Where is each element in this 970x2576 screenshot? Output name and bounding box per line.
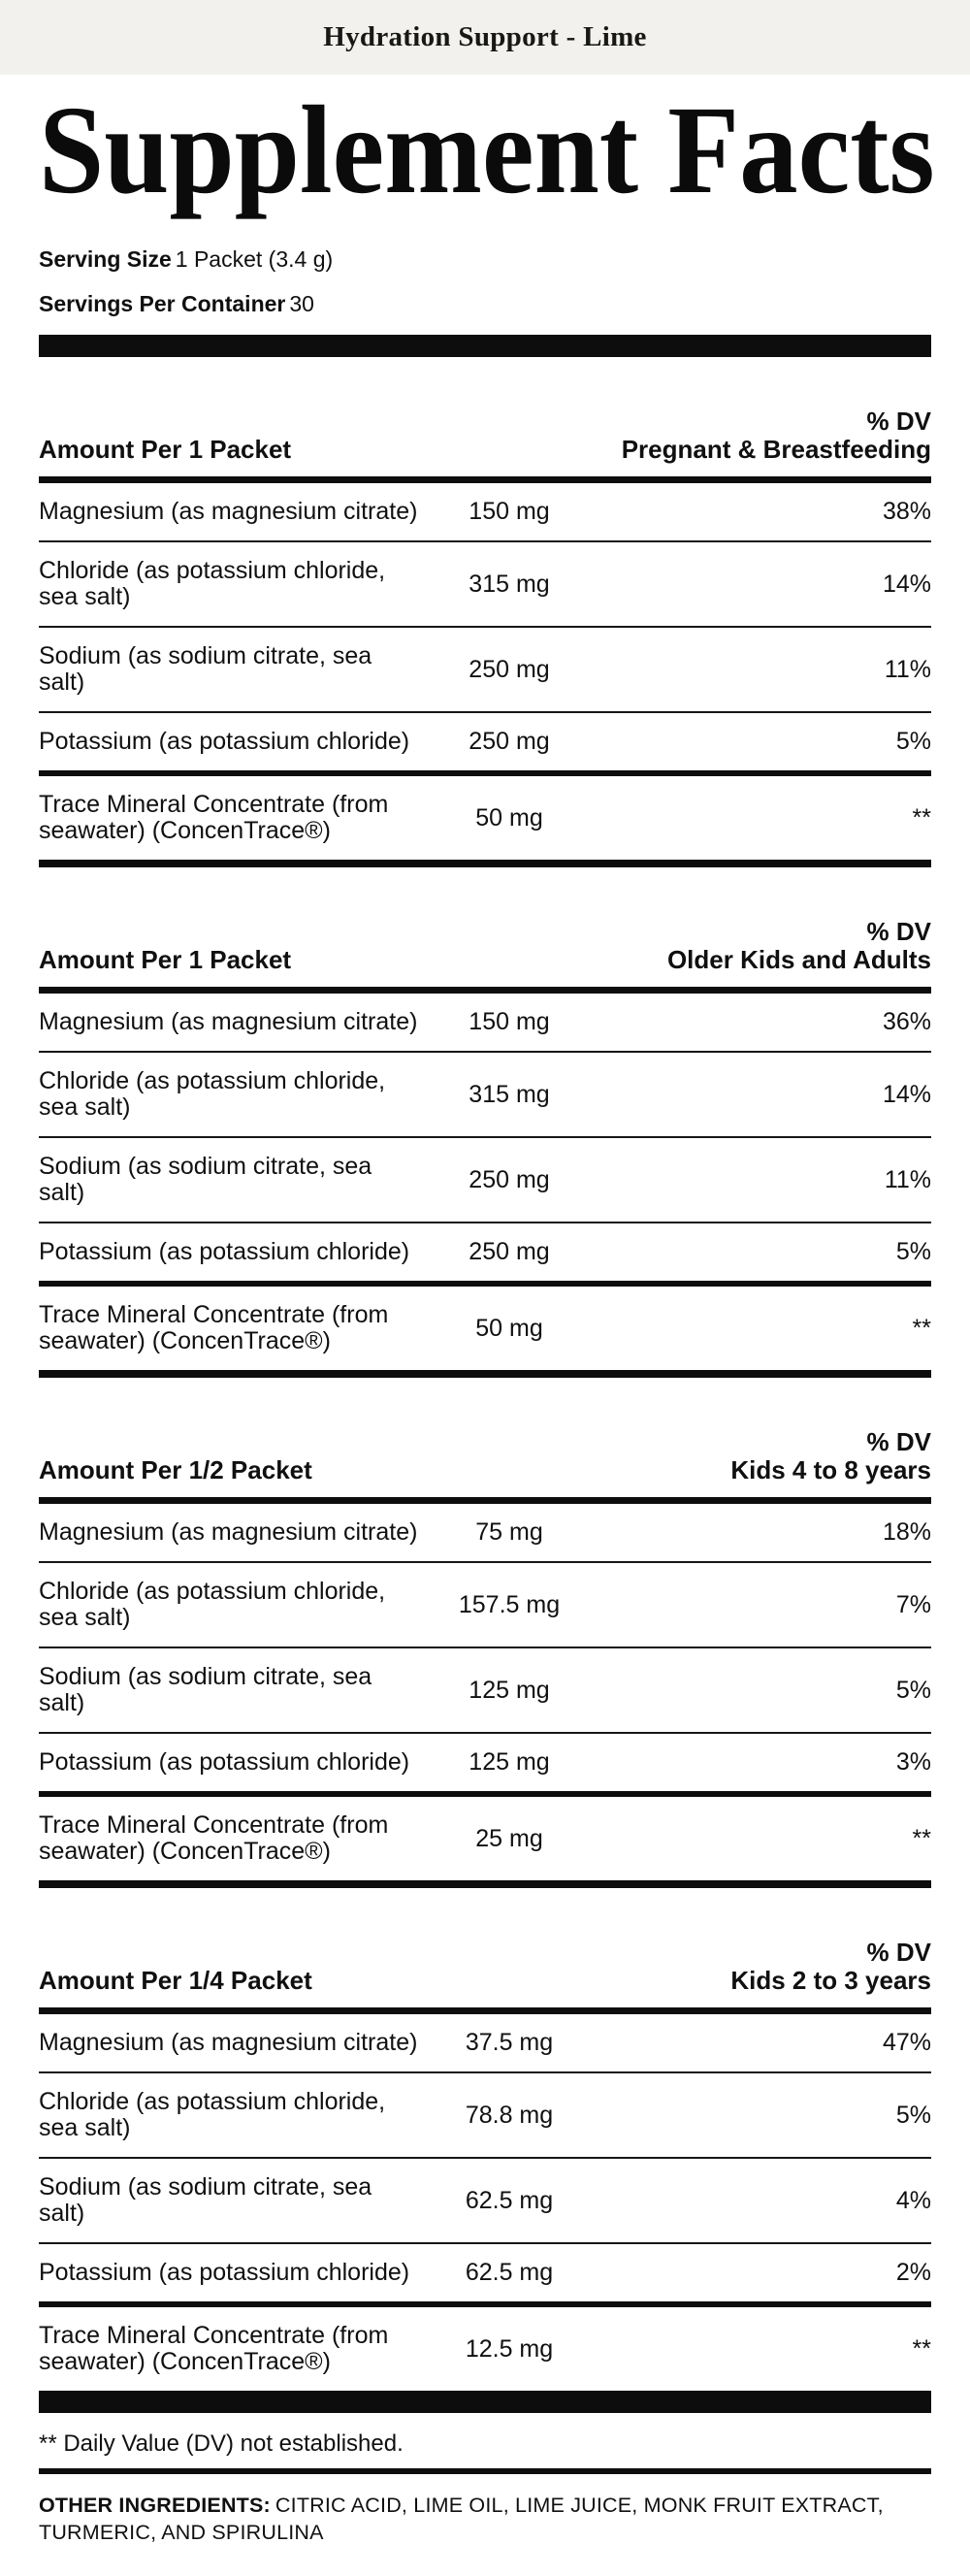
nutrient-name: Magnesium (as magnesium citrate) [39, 498, 418, 525]
nutrient-row [39, 483, 931, 542]
nutrient-row [39, 1053, 931, 1138]
nutrient-row [39, 2244, 931, 2307]
nutrient-row [39, 2307, 931, 2391]
dv-label-line2: Pregnant & Breastfeeding [621, 435, 931, 464]
dv-label-line1: % DV [866, 407, 931, 436]
servings-per-container-value: 30 [289, 291, 314, 316]
nutrient-row [39, 776, 931, 860]
nutrient-name: Chloride (as potassium chloride, sea salt) [39, 557, 386, 610]
nutrient-row [39, 1223, 931, 1287]
nutrient-dv: 36% [882, 1008, 931, 1035]
dv-column-label [730, 1939, 931, 1995]
supplement-facts-panel [0, 81, 970, 2546]
nutrient-dv: 14% [882, 570, 931, 598]
nutrient-name: Trace Mineral Concentrate (from seawater) (ConcenTrace®) [39, 1811, 389, 1865]
nutrient-dv: 5% [895, 1238, 931, 1265]
dv-label-line2: Kids 2 to 3 years [730, 1966, 931, 1995]
product-header-bar [0, 0, 970, 75]
nutrient-amount: 78.8 mg [465, 2101, 554, 2129]
other-ingredients-label: OTHER INGREDIENTS: [39, 2494, 271, 2517]
facts-table-header [39, 408, 931, 464]
amount-per-label: Amount Per 1 Packet [39, 945, 292, 974]
other-ingredients-value: CITRIC ACID, LIME OIL, LIME JUICE, MONK FRUIT EXTRACT, TURMERIC, AND SPIRULINA [39, 2494, 884, 2544]
footnote-divider-rule [39, 2468, 931, 2474]
facts-table [39, 408, 931, 867]
nutrient-row [39, 994, 931, 1053]
facts-table-header [39, 1428, 931, 1484]
nutrient-dv: 5% [895, 2101, 931, 2129]
facts-table-rows [39, 994, 931, 1370]
nutrient-amount: 37.5 mg [465, 2029, 554, 2056]
nutrient-amount: 250 mg [469, 1165, 550, 1193]
nutrient-row [39, 1648, 931, 1734]
nutrient-amount: 150 mg [469, 498, 550, 525]
nutrient-name: Potassium (as potassium chloride) [39, 1238, 410, 1265]
nutrient-row [39, 1287, 931, 1370]
amount-per-label: Amount Per 1 Packet [39, 435, 292, 464]
nutrient-amount: 157.5 mg [458, 1590, 561, 1618]
nutrient-name: Trace Mineral Concentrate (from seawater) (ConcenTrace®) [39, 2322, 389, 2375]
facts-table-header [39, 1939, 931, 1995]
nutrient-amount: 250 mg [469, 728, 550, 755]
nutrient-dv: ** [912, 803, 931, 831]
nutrient-name: Sodium (as sodium citrate, sea salt) [39, 1153, 372, 1206]
nutrient-amount: 250 mg [469, 655, 550, 683]
nutrient-row [39, 2073, 931, 2159]
nutrient-dv: ** [912, 2334, 931, 2363]
nutrient-amount: 62.5 mg [465, 2186, 554, 2214]
nutrient-dv: 3% [895, 1748, 931, 1776]
dv-label-line1: % DV [866, 1427, 931, 1456]
nutrient-name: Chloride (as potassium chloride, sea salt) [39, 1067, 386, 1121]
nutrient-row [39, 628, 931, 713]
nutrient-name: Sodium (as sodium citrate, sea salt) [39, 642, 372, 696]
section-divider-bar-top [39, 335, 931, 357]
dv-label-line2: Kids 4 to 8 years [730, 1455, 931, 1484]
table-header-rule [39, 2007, 931, 2014]
nutrient-dv: 7% [895, 1590, 931, 1618]
dv-label-line2: Older Kids and Adults [666, 945, 931, 974]
serving-size-value: 1 Packet (3.4 g) [175, 246, 334, 272]
nutrient-name: Sodium (as sodium citrate, sea salt) [39, 1663, 372, 1716]
nutrient-amount: 315 mg [469, 570, 550, 598]
nutrient-amount: 75 mg [475, 1518, 543, 1546]
nutrient-row [39, 1504, 931, 1563]
nutrient-amount: 25 mg [475, 1824, 543, 1852]
nutrient-amount: 50 mg [475, 803, 543, 831]
nutrient-dv: 47% [882, 2029, 931, 2056]
nutrient-row [39, 713, 931, 776]
nutrient-dv: 4% [895, 2186, 931, 2214]
tables [39, 408, 931, 2413]
nutrient-amount: 12.5 mg [465, 2334, 554, 2363]
servings-per-container-line [39, 291, 931, 316]
dv-column-label [730, 1428, 931, 1484]
nutrient-dv: 5% [895, 1676, 931, 1704]
table-header-rule [39, 1497, 931, 1504]
other-ingredients [39, 2492, 931, 2546]
nutrient-name: Sodium (as sodium citrate, sea salt) [39, 2173, 372, 2227]
nutrient-row [39, 2014, 931, 2073]
nutrient-dv: 38% [882, 498, 931, 525]
nutrient-row [39, 2159, 931, 2244]
table-header-rule [39, 476, 931, 483]
servings-per-container-label: Servings Per Container [39, 291, 286, 316]
facts-table-rows [39, 483, 931, 860]
facts-table [39, 1428, 931, 1888]
facts-table [39, 1939, 931, 2413]
facts-table-rows [39, 1504, 931, 1880]
nutrient-amount: 62.5 mg [465, 2259, 554, 2286]
serving-size-line [39, 246, 931, 272]
table-end-bar [39, 860, 931, 867]
nutrient-amount: 315 mg [469, 1080, 550, 1108]
nutrient-amount: 250 mg [469, 1238, 550, 1265]
table-header-rule [39, 987, 931, 994]
table-end-bar [39, 1370, 931, 1378]
nutrient-amount: 50 mg [475, 1314, 543, 1342]
nutrient-row [39, 1734, 931, 1797]
nutrient-dv: 5% [895, 728, 931, 755]
nutrient-row [39, 542, 931, 628]
facts-table-rows [39, 2014, 931, 2391]
nutrient-name: Magnesium (as magnesium citrate) [39, 1518, 418, 1546]
nutrient-name: Trace Mineral Concentrate (from seawater) (ConcenTrace®) [39, 1301, 389, 1354]
nutrient-dv: 11% [884, 1165, 931, 1193]
nutrient-name: Magnesium (as magnesium citrate) [39, 1008, 418, 1035]
amount-per-label: Amount Per 1/4 Packet [39, 1966, 312, 1995]
nutrient-name: Trace Mineral Concentrate (from seawater) (ConcenTrace®) [39, 791, 389, 844]
nutrient-name: Chloride (as potassium chloride, sea salt) [39, 1578, 386, 1631]
dv-label-line1: % DV [866, 1938, 931, 1967]
nutrient-name: Potassium (as potassium chloride) [39, 2259, 410, 2286]
nutrient-dv: 11% [884, 655, 931, 683]
nutrient-name: Magnesium (as magnesium citrate) [39, 2029, 418, 2056]
dv-footnote: ** Daily Value (DV) not established. [39, 2430, 404, 2457]
facts-table-header [39, 918, 931, 974]
amount-per-label: Amount Per 1/2 Packet [39, 1455, 312, 1484]
nutrient-row [39, 1797, 931, 1880]
nutrient-name: Potassium (as potassium chloride) [39, 1748, 410, 1776]
dv-label-line1: % DV [866, 917, 931, 946]
dv-column-label [667, 918, 931, 974]
nutrient-dv: ** [912, 1314, 931, 1342]
facts-table [39, 918, 931, 1378]
serving-size-label: Serving Size [39, 246, 172, 272]
table-end-bar [39, 2391, 931, 2413]
nutrient-row [39, 1563, 931, 1648]
nutrient-dv: 14% [882, 1080, 931, 1108]
nutrient-amount: 125 mg [469, 1748, 550, 1776]
product-title: Hydration Support - Lime [323, 21, 647, 52]
panel-title: Supplement Facts [39, 81, 935, 220]
nutrient-amount: 125 mg [469, 1676, 550, 1704]
nutrient-name: Potassium (as potassium chloride) [39, 728, 410, 755]
nutrient-dv: 18% [882, 1518, 931, 1546]
dv-column-label [622, 408, 931, 464]
nutrient-name: Chloride (as potassium chloride, sea salt) [39, 2088, 386, 2141]
nutrient-dv: ** [912, 1824, 931, 1852]
table-end-bar [39, 1880, 931, 1888]
nutrient-dv: 2% [895, 2259, 931, 2286]
nutrient-row [39, 1138, 931, 1223]
nutrient-amount: 150 mg [469, 1008, 550, 1035]
